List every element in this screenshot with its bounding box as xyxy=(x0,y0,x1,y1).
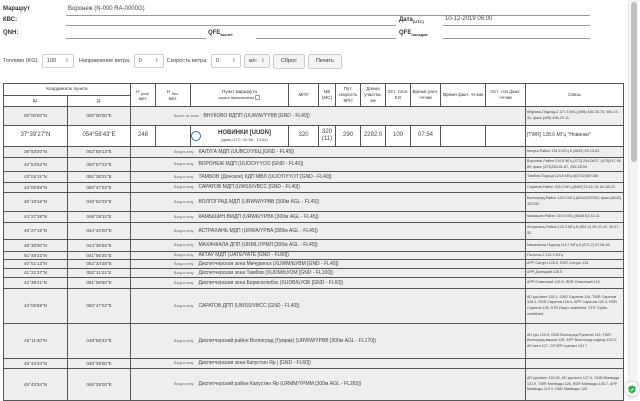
mpu-cell: 320 xyxy=(289,126,319,147)
circle-icon[interactable] xyxy=(191,131,201,141)
date-label xyxy=(399,17,424,24)
zone-transition-label: Вход в зону xyxy=(174,361,194,366)
zone-name: Диспетчерская зона Капустин Яр | [GND - FL60]) xyxy=(198,360,311,367)
zone-name: Диспетчерская зона Мичуринск (XUWM/ЬУВМ [GND - FL40]) xyxy=(198,260,339,267)
zone-transition-label: Вход в зону xyxy=(174,174,194,179)
speed-cell: 290 xyxy=(336,126,361,147)
latitude-cell: 37°39'27"N xyxy=(4,126,68,147)
zone-cell xyxy=(131,193,526,212)
zone-name: Диспетчерский район Волгоград (Гумрак) (URWW/YPBB [300м AGL - FL170]) xyxy=(198,337,377,344)
qfe-arr-line[interactable] xyxy=(443,38,590,39)
wind-direction-value: 0 xyxy=(138,58,142,64)
h-abs-cell xyxy=(156,126,191,147)
zone-row xyxy=(4,223,624,240)
zone-name: Диспетчерская зона Борисоглебск (XUOB/ЬУОБ [GND - FL60]) xyxy=(198,279,344,286)
latitude-cell: 45°18'16"N xyxy=(4,193,68,212)
waypoint-daylight: (день UTC: 02:56 - 13:02) xyxy=(221,137,268,143)
qfe-arr-sub: посадка xyxy=(411,32,428,38)
zone-row xyxy=(4,183,624,193)
controls-bar xyxy=(3,53,345,69)
fuel-left-cell: 100 xyxy=(386,126,411,147)
wind-unit-select[interactable] xyxy=(244,54,270,68)
longitude-cell: 048°29'00"E xyxy=(68,369,131,401)
date-label-sub: (UTC) xyxy=(412,19,424,25)
zone-row xyxy=(4,193,624,212)
zone-row xyxy=(4,260,624,269)
shield-check-icon[interactable] xyxy=(625,382,639,396)
kvs-line[interactable] xyxy=(66,25,396,26)
waypoint-cell xyxy=(191,126,289,147)
zone-row xyxy=(4,289,624,324)
zone-transition-label: Вход в зону xyxy=(174,270,194,275)
zone-cell xyxy=(131,269,526,278)
zone-cell xyxy=(131,212,526,223)
spinner-icon[interactable]: ⇕ xyxy=(231,58,236,64)
wind-speed-input[interactable] xyxy=(211,54,241,68)
zone-row xyxy=(4,269,624,278)
vertical-scrollbar[interactable] xyxy=(628,0,638,400)
h-rel-header xyxy=(131,84,156,107)
latitude-cell: 41°21'27"N xyxy=(4,269,68,278)
zone-cell xyxy=(131,260,526,269)
route-label: Маршрут xyxy=(3,6,31,12)
time-fact-cell xyxy=(441,126,486,147)
latitude-cell: 42°04'11"N xyxy=(4,172,68,183)
time-calc-cell: 07:54 xyxy=(411,126,441,147)
comm-cell: Внуково-Подход-2 127.3 МГц (495) 436-35-75, 660-13-31; факс (495) 436-29-11 xyxy=(526,107,624,126)
zone-name: ТАМБОВ (Донское) КДП МВЛ (UUOT/YYOT [GND - FL40]) xyxy=(198,173,332,180)
latitude-cell: 49°30'00"N xyxy=(4,240,68,252)
zone-cell xyxy=(131,240,526,252)
qfe-arr-label xyxy=(399,30,427,37)
wind-direction-input[interactable] xyxy=(134,54,164,68)
zone-transition-label: Вход в зону xyxy=(174,253,194,258)
fuel-fact-cell xyxy=(486,126,526,147)
comm-cell: Калуга-Район 134.5 МГц 8 (4842) 59-13-63 xyxy=(526,147,624,158)
h-abs-header xyxy=(156,84,191,107)
route-line xyxy=(66,15,590,16)
latitude-cell: 44°27'38"N xyxy=(4,212,68,223)
longitude-cell: 044°40'00"E xyxy=(68,223,131,240)
qfe-dep-label xyxy=(208,30,233,37)
zone-cell xyxy=(131,289,526,324)
date-label-text: Дата xyxy=(399,17,413,23)
zone-row xyxy=(4,252,624,260)
longitude-cell: 053°58'13"E xyxy=(68,147,131,158)
fuel-fact-header: Ост .топ факт. чч:мм xyxy=(486,84,526,107)
h-abs-sub: без. xyxy=(171,90,179,96)
mk-cell: 320 (11) xyxy=(319,126,336,147)
longitude-cell: 054°58'43"E xyxy=(68,126,131,147)
zone-cell xyxy=(131,158,526,172)
mk-header: МК (МС) xyxy=(319,84,336,107)
qfe-dep-line[interactable] xyxy=(256,38,396,39)
comm-cell: Тамбов-Подход 124.6 МГц 8(4752)567165 xyxy=(526,172,624,183)
date-value: 10-12-2019 06:00 xyxy=(445,16,493,22)
comm-cell: Махачкала-Подход 119.7 МГц 8 (872-2) 67-08-69 xyxy=(526,240,624,252)
comm-cell: Астрахань-Район 123.4 МГц 8 (851-2) 39-37-42, 39-37-35 xyxy=(526,223,624,240)
spinner-icon[interactable]: ⇕ xyxy=(154,58,159,64)
latitude-cell: 40°51'13"N xyxy=(4,260,68,269)
zone-name: ВОРОНЕЖ МДП (UUOO/YYOO [GND - FL40]) xyxy=(198,161,304,168)
longitude-cell: 048°38'11"E xyxy=(68,212,131,223)
latitude-cell: 42°54'53"N xyxy=(4,158,68,172)
zone-cell xyxy=(131,183,526,193)
length-cell: 2292.0 xyxy=(361,126,386,147)
zone-transition-label: Вход в зону xyxy=(174,338,194,343)
h-rel-sub: рлф. xyxy=(140,90,150,96)
longitude-cell: 048°58'42"E xyxy=(68,324,131,359)
zone-transition-label: Вход в зону xyxy=(174,382,194,387)
zone-row xyxy=(4,324,624,359)
latitude-cell: 38°53'20"N xyxy=(4,147,68,158)
route-value: Воронеж (N-000 RA-0000G) xyxy=(68,6,145,12)
zone-transition-label: Вход в зону xyxy=(174,149,194,154)
comm-cell: Волгоград-Район 126.0 МГц (8442)357592; факс (8442) 357292 xyxy=(526,193,624,212)
longitude-cell: 050°47'22"E xyxy=(68,289,131,324)
fuel-label: Топливо (KG): xyxy=(3,58,39,64)
zone-transition-label: Вход в зону xyxy=(174,228,194,233)
zone-cell xyxy=(131,107,526,126)
zone-name: АКТАУ МДП (UATE/YATE [GND - FL80]) xyxy=(198,252,289,259)
longitude-cell: 000°00'00"E xyxy=(68,107,131,126)
zone-cell xyxy=(131,324,526,359)
zone-transition-label: Вход в зону xyxy=(174,280,194,285)
comm-cell: АП рус/англ 125.25, АП рус/англ 127.4, GND Минводы 121.9, TWR Минводы 126, RDR Минводы 130.7, APP Минводы 119.3, GND Минводы 126 xyxy=(526,369,624,401)
fuel-value: 100 xyxy=(46,58,57,64)
wind-unit-value: м/с xyxy=(248,58,257,64)
latitude-cell: 49°27'15"N xyxy=(4,223,68,240)
zone-transition-label: Вход в зону xyxy=(174,303,194,308)
zone-cell xyxy=(131,359,526,369)
zone-row xyxy=(4,369,624,401)
comm-cell: APP Донецкий 128.5 xyxy=(526,269,624,278)
comm-cell: АП рус 129.9, GND Волгоград-Руление 119, TWR Волгоград-вышка 128, APP Волгоград-подход 125.3, АП англ 127, OTHER транзит 131.7 xyxy=(526,324,624,359)
zone-name: АСТРАХАНЬ МДП (URWA/YPBA [300м AGL - FL45]) xyxy=(198,227,318,234)
latitude-cell: 42°39'41"N xyxy=(4,278,68,289)
zone-row xyxy=(4,158,624,172)
zone-name: Диспетчерский район Капустин Яр (URMM/YPMM [300м AGL - FL265]) xyxy=(198,381,362,388)
zone-name: ВОЛГОГРАД МДП (URWW/YPBB [300м AGL - FL45]) xyxy=(198,198,320,205)
comm-cell: Саратов-Район 133.0 МГц (8452)72-62-74; 64-38-22 xyxy=(526,183,624,193)
h-rel-text: Н xyxy=(136,88,140,94)
longitude-cell: 048°29'00"E xyxy=(68,359,131,369)
zone-cell xyxy=(131,252,526,260)
coords-header: Координаты пункта xyxy=(4,84,131,96)
comm-cell: Воронеж-Район 134.5 МГц (473) 254-0437, (473)247-94-89; факс (473)255-01-87, 255-28-59 xyxy=(526,158,624,172)
longitude-cell: 052°34'38"E xyxy=(68,260,131,269)
zone-transition-label: Вход в зону xyxy=(174,214,194,219)
wind-direction-label: Направление ветра: xyxy=(78,58,131,64)
zone-cell xyxy=(131,278,526,289)
comm-cell: Камышин-Район 134.5 МГц (84457)4-52-11 xyxy=(526,212,624,223)
waypoint-name: НОВИНКИ [UUDN] xyxy=(218,129,271,136)
zone-transition-label: Вылет из зоны xyxy=(174,113,199,118)
fuel-input[interactable] xyxy=(42,54,74,68)
zone-name: МАХАЧКАЛА ДПП (URML/УРМЛ [300м AGL - FL45]) xyxy=(198,242,318,249)
scrollbar-thumb[interactable] xyxy=(631,2,637,162)
mpu-header: МПУ xyxy=(289,84,319,107)
zone-row xyxy=(4,212,624,223)
longitude-cell: 044°36'56"E xyxy=(68,240,131,252)
qfe-dep-text: QFE xyxy=(208,30,221,36)
point-header-text: Пункт маршрута xyxy=(222,89,257,95)
zone-row xyxy=(4,359,624,369)
reset-button[interactable]: Сброс xyxy=(273,54,305,69)
zone-cell xyxy=(131,147,526,158)
qfe-dep-sub: вылет xyxy=(220,32,233,38)
zone-name: Диспетчерская зона Тамбов (XUOM/ЬУОМ [GND - FL100]) xyxy=(198,269,334,276)
comm-header: Связь xyxy=(526,84,624,107)
zone-transition-label: Вход в зону xyxy=(174,261,194,266)
zone-cell xyxy=(131,172,526,183)
wind-speed-value: 0 xyxy=(215,58,219,64)
zone-name: КАМЫШИН ВМДП (URWK/YPBK [300м AGL - FL45]) xyxy=(198,213,319,220)
waypoint-row xyxy=(4,126,624,147)
h-abs-text: Н xyxy=(167,88,171,94)
longitude-cell: 052°11'41"E xyxy=(68,269,131,278)
latitude-cell: 51°46'22"N xyxy=(4,252,68,260)
zone-row xyxy=(4,240,624,252)
zone-row xyxy=(4,172,624,183)
longitude-cell: 050°47'22"E xyxy=(68,183,131,193)
lat-header: Ш. xyxy=(4,95,68,107)
zone-transition-label: Вход в зону xyxy=(174,162,194,167)
longitude-cell: 051°09'50"E xyxy=(68,278,131,289)
comm-cell: Полоток-2 134.3 МГц xyxy=(526,252,624,260)
time-fact-header: Время факт. чч:мм xyxy=(441,84,486,107)
select-arrows-icon: ⇕ xyxy=(260,58,265,64)
spinner-icon[interactable]: ⇕ xyxy=(64,58,69,64)
wind-speed-label: Скорость ветра: xyxy=(166,58,208,64)
qnh-line[interactable] xyxy=(66,38,206,39)
zone-name: КАЛУГА МДП (UUBC/УУБЦ [GND - FL45]) xyxy=(198,148,295,155)
comm-cell xyxy=(526,359,624,369)
longitude-cell: 041°56'20"E xyxy=(68,252,131,260)
zone-cell xyxy=(131,223,526,240)
hide-transitions-label: скрыть переключения xyxy=(218,96,255,100)
latitude-cell: 00°00'00"N xyxy=(4,107,68,126)
zone-transition-label: Вход в зону xyxy=(174,243,194,248)
print-button[interactable]: Печать xyxy=(308,54,342,69)
qfe-arr-text: QFE xyxy=(399,30,412,36)
zone-row xyxy=(4,107,624,126)
comm-cell: [TWR] 128.6 МГц "Новинки" xyxy=(526,126,624,147)
length-header: Длина участка, км xyxy=(361,84,386,107)
zone-row xyxy=(4,278,624,289)
longitude-cell: 051°38'21"E xyxy=(68,172,131,183)
zone-row xyxy=(4,147,624,158)
zone-name: САРАТОВ ДПП (UWSS/VBCC [GND - FL40]) xyxy=(198,302,300,309)
kvs-label: КВС: xyxy=(3,17,18,23)
h-rel-cell: 248 xyxy=(131,126,156,147)
lon-header: Д. xyxy=(68,95,131,107)
time-calc-header: Время расч. чч:мм xyxy=(411,84,441,107)
comm-cell: APP Отменный 128.5, RDR Отменный 124 xyxy=(526,278,624,289)
fuel-left-header: Ост. топл. KG xyxy=(386,84,411,107)
longitude-cell: 050°57'22"E xyxy=(68,158,131,172)
hide-transitions-checkbox[interactable] xyxy=(255,95,260,100)
comm-cell: АП рус/англ 135.1, GND Саратов 119, TWR Саратов 128.1, RDR Саратов 125.4, APP Саратов 120.4, RDR Саратов 128, STR Иркут undefined, STR Торба undefined xyxy=(526,289,624,324)
latitude-cell: 43°06'58"N xyxy=(4,289,68,324)
date-line xyxy=(443,25,590,26)
latitude-cell: 43°06'58"N xyxy=(4,183,68,193)
zone-name: САРАТОВ МДП (UWSS/VBCC [GND - FL40]) xyxy=(198,184,300,191)
flight-plan-table xyxy=(3,83,624,401)
qnh-label: QNH: xyxy=(3,30,19,36)
longitude-cell: 048°52'29"E xyxy=(68,193,131,212)
latitude-cell: 45°43'34"N xyxy=(4,359,68,369)
zone-name: ВНУКОВО ВДПП (UUWW/YYBB [GND - FL40]) xyxy=(203,112,310,119)
latitude-cell: 45°43'34"N xyxy=(4,369,68,401)
h-abs-unit: мет. xyxy=(168,95,178,101)
latitude-cell: 45°11'30"N xyxy=(4,324,68,359)
zone-transition-label: Вход в зону xyxy=(174,185,194,190)
speed-header: Пут. скорость КРН xyxy=(336,84,361,107)
point-header xyxy=(191,84,289,107)
comm-cell: APP Сатурн 128.5, RDR Сатурн 124 xyxy=(526,260,624,269)
zone-transition-label: Вход в зону xyxy=(174,199,194,204)
h-rel-unit: мет. xyxy=(138,95,148,101)
zone-cell xyxy=(131,369,526,401)
